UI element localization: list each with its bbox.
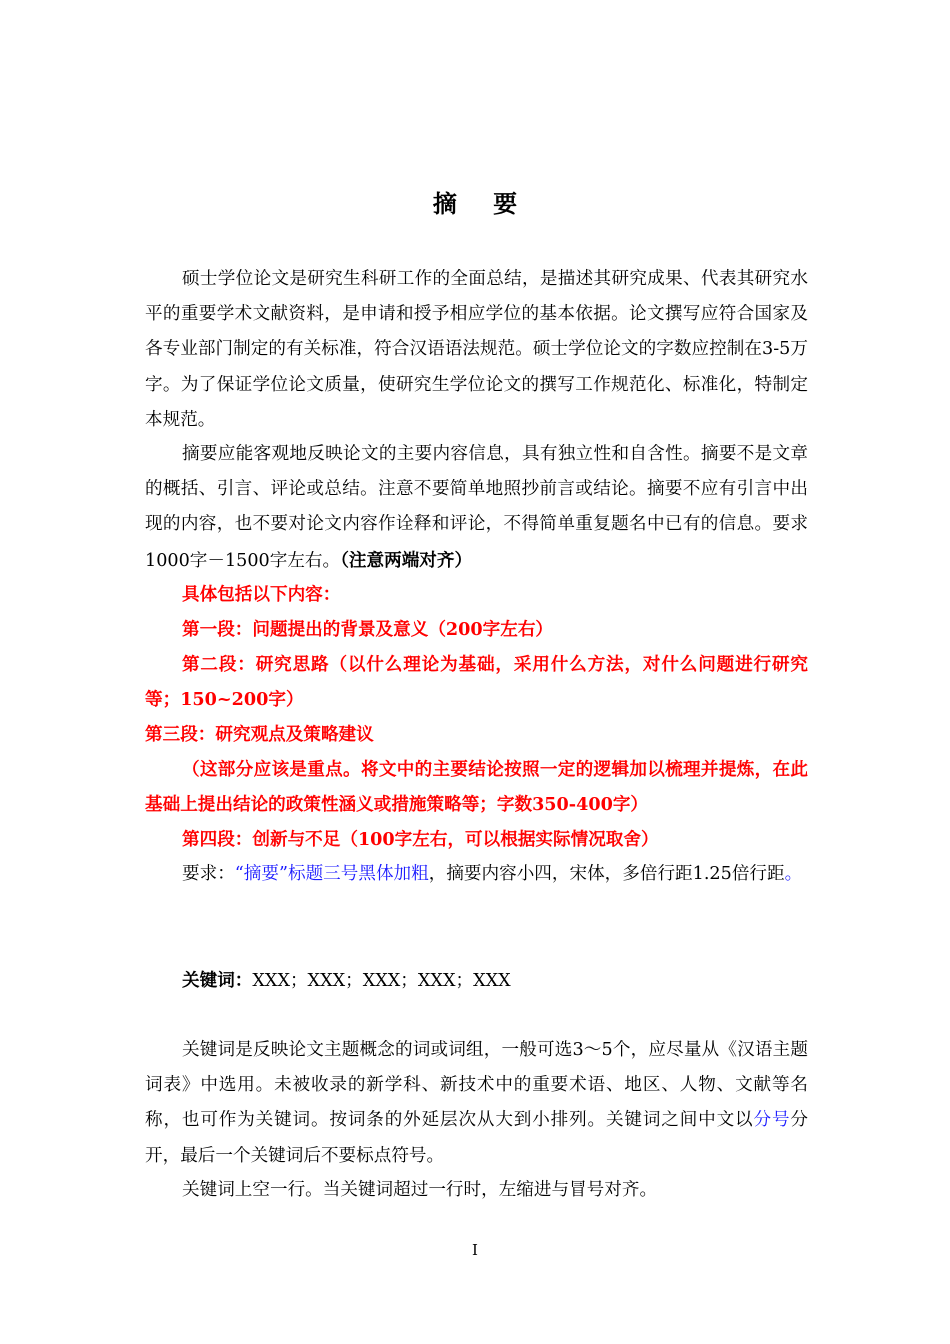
format-requirements [145, 857, 808, 892]
section-three-detail: （这部分应该是重点。将文中的主要结论按照一定的逻辑加以梳理并提炼，在此基础上提出结论的政策性涵义或措施策略等；字数350-400字） [145, 759, 808, 816]
format-end-mark: 。 [784, 864, 803, 884]
abstract-requirements-text: 摘要应能客观地反映论文的主要内容信息，具有独立性和自含性。摘要不是文章的概括、引言、评论或总结。注意不要简单地照抄前言或结论。摘要不应有引言中出现的内容，也不要对论文内容作诠释和评论，不得简单重复题名中已有的信息。要求1000字－1500字左右。 [145, 444, 808, 571]
keywords-explanation-end: 分开，最后一个关键词后不要标点符号。 [145, 1110, 808, 1166]
section-three-note: 第三段：研究观点及策略建议 [145, 724, 374, 745]
format-requirements-prefix: 要求： [182, 864, 235, 884]
paragraph-abstract-requirements [145, 437, 808, 579]
keywords-layout-note: 关键词上空一行。当关键词超过一行时，左缩进与冒号对齐。 [182, 1180, 658, 1200]
section-two-note: 第二段：研究思路（以什么理论为基础，采用什么方法，对什么问题进行研究等；150~200字） [145, 654, 808, 711]
format-title-spec: “摘要”标题三号黑体加粗 [234, 864, 429, 884]
keywords-label: 关键词： [182, 970, 253, 991]
page-number: I [472, 1241, 478, 1259]
semicolon-term: 分号 [753, 1110, 791, 1131]
section-four-note: 第四段：创新与不足（100字左右，可以根据实际情况取舍） [182, 829, 659, 850]
keywords-line [145, 963, 808, 999]
content-heading: 具体包括以下内容： [182, 584, 341, 605]
page-title: 摘 要 [432, 190, 532, 218]
keywords-explanation-text: 关键词是反映论文主题概念的词或词组，一般可选3～5个，应尽量从《汉语主题词表》中选用。未被收录的新学科、新技术中的重要术语、地区、人物、文献等名称，也可作为关键词。按词条的外延层次从大到小排列。关键词之间中文以 [145, 1040, 808, 1131]
paragraph-intro: 硕士学位论文是研究生科研工作的全面总结，是描述其研究成果、代表其研究水平的重要学术文献资料，是申请和授予相应学位的基本依据。论文撰写应符合国家及各专业部门制定的有关标准，符合汉语语法规范。硕士学位论文的字数应控制在3-5万字。为了保证学位论文质量，使研究生学位论文的撰写工作规范化、标准化，特制定本规范。 [145, 269, 808, 430]
keywords-values: XXX；XXX；XXX；XXX；XXX [252, 971, 511, 991]
section-one-note: 第一段：问题提出的背景及意义（200字左右） [182, 619, 554, 640]
justify-note: （注意两端对齐） [340, 549, 473, 571]
format-body-spec: ，摘要内容小四，宋体，多倍行距1.25倍行距 [428, 864, 785, 884]
keywords-explanation [145, 1033, 808, 1174]
